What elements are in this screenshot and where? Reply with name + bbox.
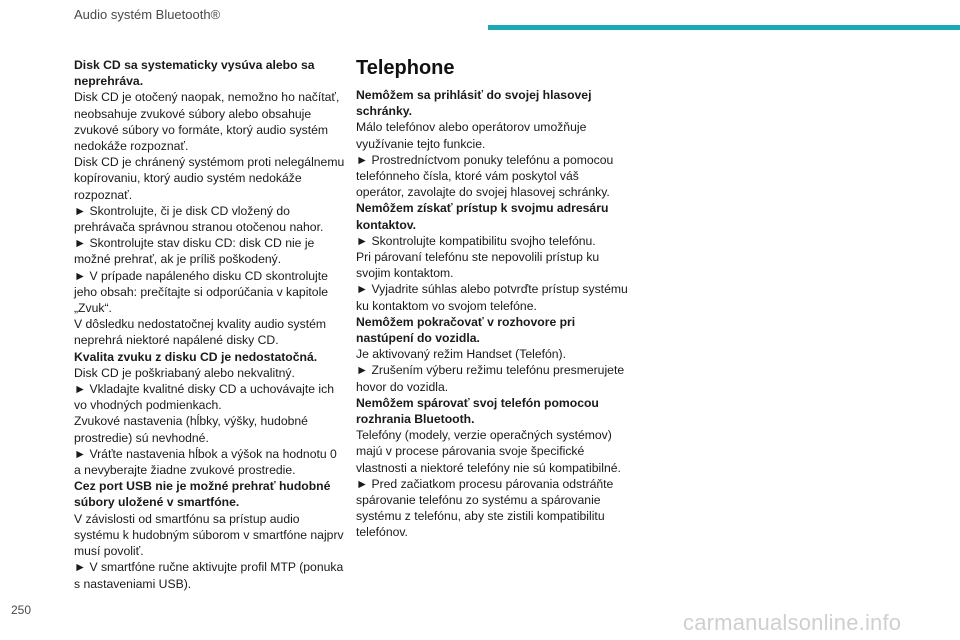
body-text: Je aktivovaný režim Handset (Telefón). [356,347,566,362]
watermark: carmanualsonline.info [683,610,902,635]
body-text: Zvukové nastavenia (hĺbky, výšky, hudobné prostredie) sú nevhodné. [74,414,308,445]
faq-question: Nemôžem spárovať svoj telefón pomocou rozhrania Bluetooth. [356,395,599,427]
body-text: V dôsledku nedostatočnej kvality audio systém neprehrá niektoré napálené disky CD. [74,317,327,348]
faq-question: Kvalita zvuku z disku CD je nedostatočná. [74,349,318,364]
faq-question: Nemôžem sa prihlásiť do svojej hlasovej schránky. [356,88,592,119]
body-text: ► Skontrolujte kompatibilitu svojho telefónu. [356,233,596,248]
body-text: ► Prostredníctvom ponuky telefónu a pomocou telefónneho čísla, ktoré vám poskytol váš operátor, zavolajte do svojej hlasovej schránky. [356,152,614,200]
body-text: ► V prípade napáleného disku CD skontrolujte jeho obsah: prečítajte si odporúčania v kapitole „Zvuk“. [74,268,329,316]
body-text: Disk CD je chránený systémom proti nelegálnemu kopírovaniu, ktorý audio systém nedokáže rozpoznať. [74,155,345,202]
body-text: ► Vráťte nastavenia hĺbok a výšok na hodnotu 0 a nevyberajte žiadne zvukové prostredie. [74,446,337,478]
faq-question: Nemôžem získať prístup k svojmu adresáru kontaktov. [356,201,609,232]
body-text: ► Skontrolujte stav disku CD: disk CD nie je možné prehrať, ak je príliš poškodený. [74,236,315,267]
body-text: V závislosti od smartfónu sa prístup audio systému k hudobným súborom v smartfóne najprv musí povoliť. [74,511,344,559]
left-column [74,57,346,592]
header-title: Audio systém Bluetooth® [74,7,221,22]
body-text: ► Skontrolujte, či je disk CD vložený do prehrávača správnou stranou otočenou nahor. [74,203,324,235]
header-accent-bar [488,25,960,30]
body-text: Málo telefónov alebo operátorov umožňuje využívanie tejto funkcie. [356,120,587,151]
body-text: ► V smartfóne ručne aktivujte profil MTP (ponuka s nastaveniami USB). [74,560,344,591]
right-column [356,55,628,541]
page-number: 250 [11,603,32,617]
faq-question: Nemôžem pokračovať v rozhovore pri nastúpení do vozidla. [356,314,576,346]
body-text: ► Zrušením výberu režimu telefónu presmerujete hovor do vozidla. [356,363,625,394]
body-text: Disk CD je poškriabaný alebo nekvalitný. [74,365,295,380]
body-text: Pri párovaní telefónu ste nepovolili prístup ku svojim kontaktom. [356,250,600,281]
faq-question: Disk CD sa systematicky vysúva alebo sa neprehráva. [74,58,315,89]
faq-question: Cez port USB nie je možné prehrať hudobné súbory uložené v smartfóne. [74,479,331,510]
body-text: Telefóny (modely, verzie operačných systémov) majú v procese párovania svoje špecifické vlastnosti a niektoré telefóny nie sú kompatibilné. [356,428,621,475]
body-text: ► Vyjadrite súhlas alebo potvrďte prístup systému ku kontaktom vo svojom telefóne. [356,282,628,313]
section-heading-telephone: Telephone [356,57,455,79]
right-column-blocks [356,87,628,541]
body-text: ► Pred začiatkom procesu párovania odstráňte spárovanie telefónu zo systému a spárovanie systému z telefónu, aby ste zistili kompatibilitu telefónov. [356,476,614,540]
body-text: Disk CD je otočený naopak, nemožno ho načítať, neobsahuje zvukové súbory alebo obsahuje zvukové súbory vo formáte, ktorý audio systém nedokáže rozpoznať. [74,90,340,154]
body-text: ► Vkladajte kvalitné disky CD a uchovávajte ich vo vhodných podmienkach. [74,382,334,413]
